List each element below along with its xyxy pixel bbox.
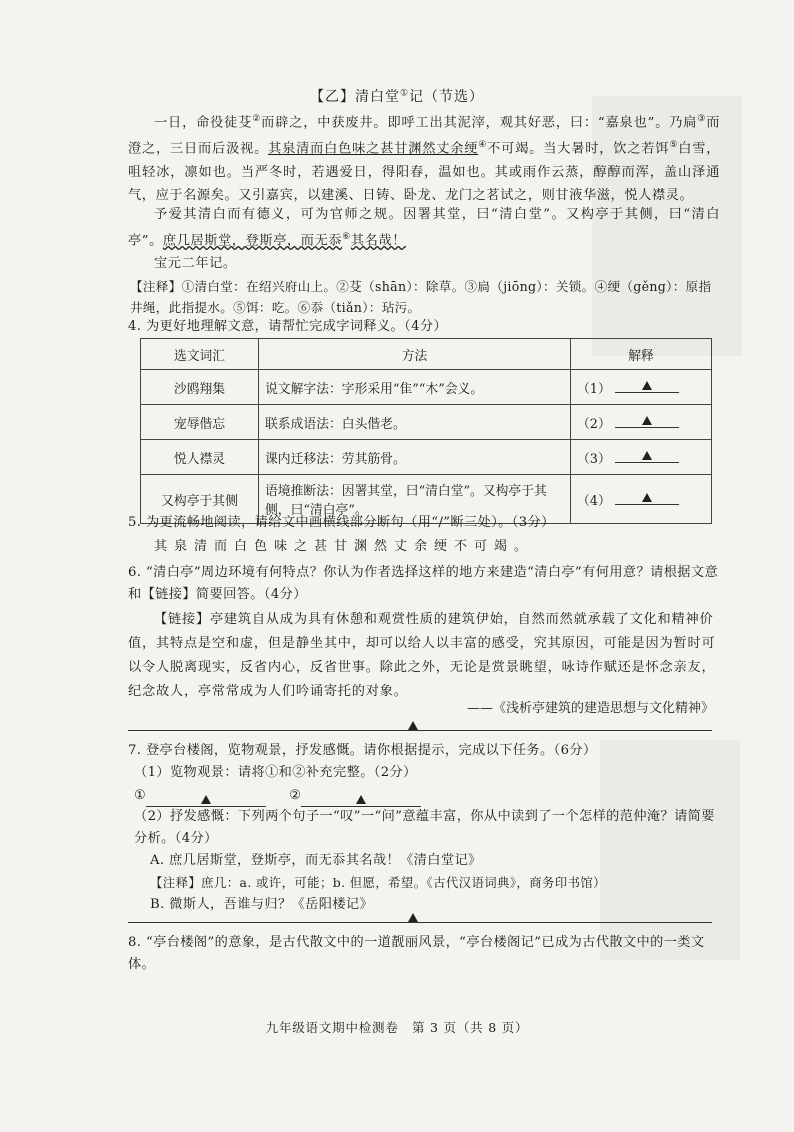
table-header: 解释: [571, 339, 712, 370]
answer-line[interactable]: [128, 730, 712, 731]
table-row: 又构亭于其侧 语境推断法：因署其堂，曰“清白堂”。又构亭于其侧，曰“清白亭”。 （4）: [141, 475, 712, 524]
triangle-marker-icon: [408, 913, 418, 922]
underlined-sentence: 其泉清而白色味之甚甘渊然丈余绠: [268, 141, 479, 157]
link-citation: ——《浅析亭建筑的建造思想与文化精神》: [466, 701, 714, 716]
question-6: 6. “清白亭”周边环境有何特点？你认为作者选择这样的地方来建造“清白亭”有何用意？请根据文意和【链接】简要回答。（4分）: [128, 565, 719, 602]
vocab-table: [140, 338, 712, 524]
table-row: 沙鸥翔集 说文解字法：字形采用“隹”“木”会义。 （1）: [141, 370, 712, 405]
question-4: 4. 为更好地理解文意，请帮忙完成字词释义。（4分）: [128, 319, 448, 334]
question-7-part-1: （1）览物观景：请将①和②补充完整。（2分）: [134, 765, 417, 780]
page-footer: 九年级语文期中检测卷 第 3 页（共 8 页）: [265, 1020, 529, 1035]
triangle-marker-icon: [642, 451, 652, 460]
passage-date: 宝元二年记。: [154, 256, 237, 271]
answer-blank[interactable]: [615, 448, 679, 463]
table-header: 方法: [259, 339, 571, 370]
triangle-marker-icon: [642, 493, 652, 502]
link-material: 【链接】亭建筑自从成为具有休憩和观赏性质的建筑伊始，自然而然就承载了文化和精神价值，其特点是空和虚，但是静坐其中，却可以给人以丰富的感受，究其原因，可能是因为暂时可以令人脱离现实，反省内心，反省世事。除此之外，无论是赏景眺望，咏诗作赋还是怀念亲友，纪念故人，亭常常成为人们吟诵寄托的对象。: [128, 612, 716, 699]
answer-line[interactable]: [128, 922, 712, 923]
question-5: 5. 为更流畅地阅读，请给文中画横线部分断句（用“/”断三处）。（3分）: [128, 515, 555, 530]
question-7-part-2: （2）抒发感慨：下列两个句子一“叹”一“问”意蕴丰富，你从中读到了一个怎样的范仲淹？请简要分析。（4分）: [134, 809, 715, 846]
passage-notes: 【注释】①清白堂：在绍兴府山上。②芟（shān）：除草。③扃（jiōng）：关锁。④绠（gěng）：原指井绳，此指提水。⑤饵：吃。⑥忝（tiǎn）：玷污。: [130, 279, 712, 315]
answer-blank[interactable]: [615, 413, 679, 428]
triangle-marker-icon: [642, 381, 652, 390]
option-a-note: 【注释】庶几：a. 或许，可能；b. 但愿，希望。《古代汉语词典》，商务印书馆）: [150, 875, 606, 890]
answer-blank[interactable]: [301, 792, 421, 807]
answer-blank[interactable]: [615, 490, 679, 505]
table-row: 宠辱偕忘 联系成语法：白头偕老。 （2）: [141, 405, 712, 440]
triangle-marker-icon: [408, 721, 418, 730]
triangle-marker-icon: [356, 795, 366, 804]
table-row: 悦人襟灵 课内迁移法：劳其筋骨。 （3）: [141, 440, 712, 475]
answer-blank[interactable]: [146, 792, 266, 807]
answer-blank[interactable]: [615, 378, 679, 393]
triangle-marker-icon: [201, 795, 211, 804]
question-5-sentence: 其泉清而白色味之甚甘渊然丈余绠不可竭。: [154, 539, 535, 554]
wavy-sentence: 庶几居斯堂，登斯亭，而无忝: [162, 233, 343, 249]
triangle-marker-icon: [642, 416, 652, 425]
option-a: A. 庶几居斯堂，登斯亭，而无忝其名哉！《清白堂记》: [150, 853, 482, 868]
table-header: 选文词汇: [141, 339, 259, 370]
option-b: B. 微斯人，吾谁与归？《岳阳楼记》: [150, 897, 374, 912]
question-8: 8. “亭台楼阁”的意象，是古代散文中的一道靓丽风景，“亭台楼阁记”已成为古代散文中的一类文体。: [128, 935, 705, 972]
passage-paragraph-1: 一日，命役徒芟②而辟之，中获废井。即呼工出其泥滓，观其好恶，曰：“嘉泉也”。乃扃③而澄之，三日而后汲视。其泉清而白色味之甚甘渊然丈余绠④不可竭。当大暑时，饮之若饵⑤白雪，咀轻冰，凛如也。当严冬时，若遇爱日，得阳春，温如也。其或雨作云蒸，醇醇而浑，盖山泽通气，应于名源矣。又引嘉宾，以建溪、日铸、卧龙、龙门之茗试之，则甘液华滋，悦人襟灵。: [128, 114, 721, 203]
passage-paragraph-2: 予爱其清白而有德义，可为官师之规。因署其堂，曰“清白堂”。又构亭于其侧，曰“清白亭”。庶几居斯堂，登斯亭，而无忝⑥其名哉！: [128, 207, 720, 249]
question-7: 7. 登亭台楼阁，览物观景，抒发感慨。请你根据提示，完成以下任务。（6分）: [128, 743, 597, 758]
question-7-blanks: ① ②: [134, 785, 730, 807]
passage-title: 【乙】清白堂①记（节选）: [309, 88, 485, 105]
